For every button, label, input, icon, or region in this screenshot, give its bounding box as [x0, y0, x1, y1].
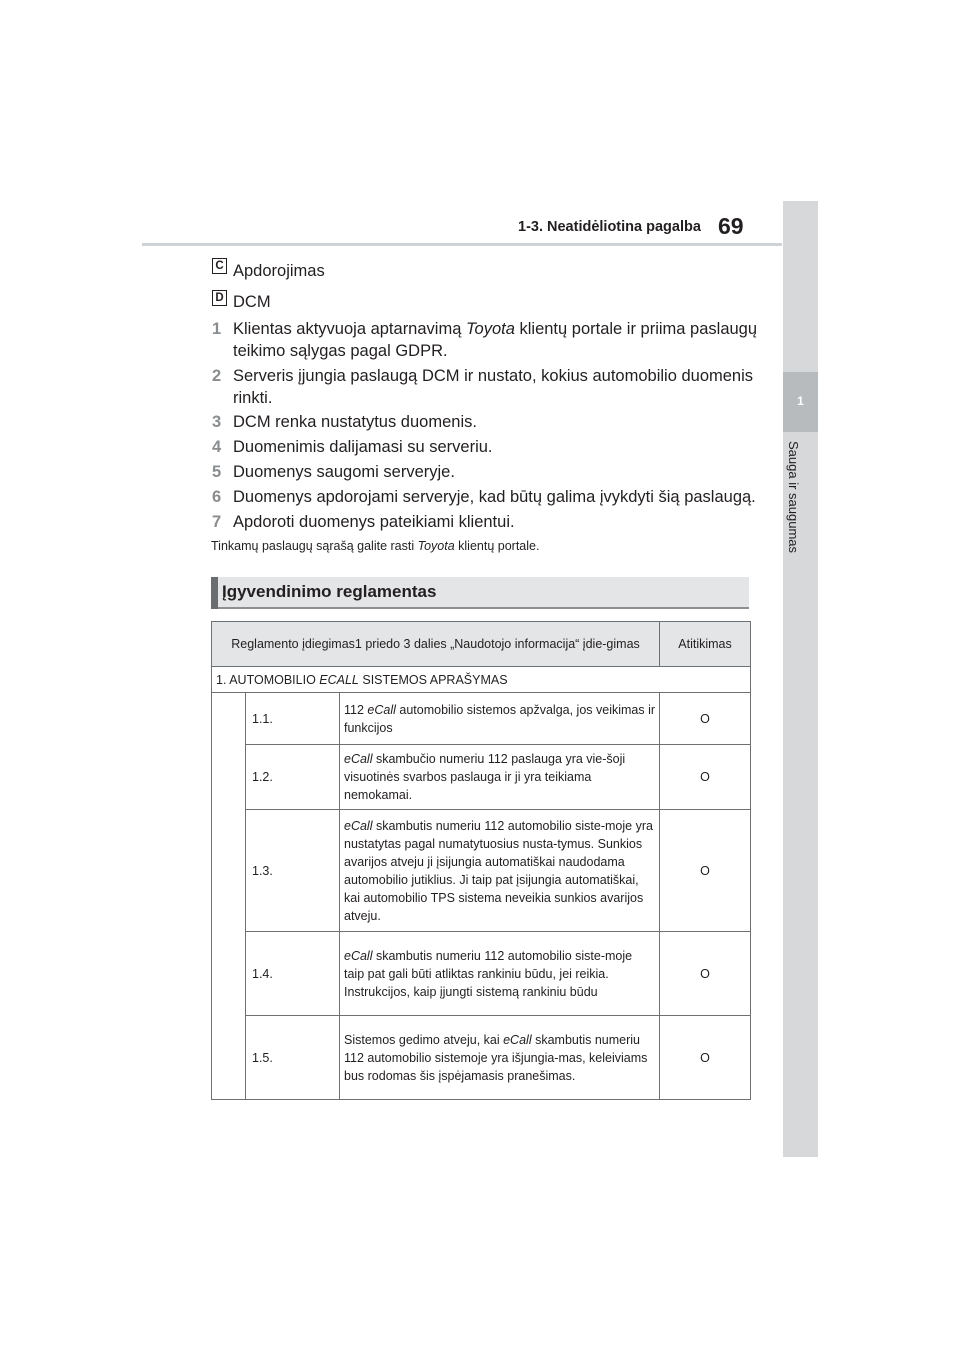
- page-number: 69: [718, 213, 744, 239]
- row-value: O: [660, 810, 751, 932]
- row-value: O: [660, 1016, 751, 1100]
- portal-note: Tinkamų paslaugų sąrašą galite rasti Toyota klientų portale.: [211, 539, 540, 553]
- row-text: eCall skambučio numeriu 112 paslauga yra vie-šoji visuotinės svarbos paslauga ir ji yra teikiama nemokamai.: [340, 745, 660, 810]
- side-tab: [783, 201, 818, 1157]
- step-text: Duomenimis dalijamasi su serveriu.: [233, 438, 493, 456]
- step-text-cont: teikimo sąlygas pagal GDPR.: [233, 342, 448, 360]
- row-number: 1.5.: [246, 1016, 340, 1100]
- step-text: Duomenys apdorojami serveryje, kad būtų galima įvykdyti šią paslaugą.: [233, 488, 756, 506]
- brand-name: Toyota: [465, 320, 515, 338]
- step-text-cont: rinkti.: [233, 389, 273, 407]
- row-number: 1.1.: [246, 693, 340, 745]
- step-text: Klientas aktyvuoja aptarnavimą Toyota klientų portale ir priima paslaugų: [233, 320, 758, 338]
- row-number: 1.3.: [246, 810, 340, 932]
- chapter-number: 1: [797, 394, 804, 408]
- row-text: eCall skambutis numeriu 112 automobilio siste-moje taip pat gali būti atliktas rankiniu būdu, jei reikia. Instrukcijos, kaip įjungti sistemą rankiniu būdu: [340, 932, 660, 1016]
- row-text: eCall skambutis numeriu 112 automobilio siste-moje yra nustatytas pagal numatytuosius nusta-tymus. Sunkios avarijos atveju ji įsijungia automatiškai naudodama automobilio jutiklius. Ji taip pat įsijungia automatiškai, kai automobilio TPS sistema neveikia sunkios avarijos atveju.: [340, 810, 660, 932]
- step-number: 4: [212, 438, 222, 456]
- row-number: 1.2.: [246, 745, 340, 810]
- step-number: 6: [212, 488, 222, 506]
- callout-box-c: C: [212, 258, 227, 274]
- table-row: [212, 810, 751, 932]
- section-row-label: 1. AUTOMOBILIO ECALL SISTEMOS APRAŠYMAS: [212, 667, 751, 693]
- step-text: Apdoroti duomenys pateikiami klientui.: [233, 513, 515, 531]
- row-value: O: [660, 693, 751, 745]
- row-value: O: [660, 745, 751, 810]
- step-number: 2: [212, 367, 222, 385]
- step-text: DCM renka nustatytus duomenis.: [233, 413, 477, 431]
- table-header-row: [212, 622, 751, 667]
- table-row: [212, 1016, 751, 1100]
- step-number: 5: [212, 463, 222, 481]
- header-rule: [142, 243, 782, 246]
- step-number: 1: [212, 320, 222, 338]
- section-header: 1-3. Neatidėliotina pagalba: [518, 219, 701, 235]
- indent-cell: [212, 693, 246, 1100]
- step-number: 3: [212, 413, 222, 431]
- step-number: 7: [212, 513, 222, 531]
- callout-text-d: DCM: [233, 293, 271, 311]
- row-text: 112 eCall automobilio sistemos apžvalga, jos veikimas ir funkcijos: [340, 693, 660, 745]
- column-header-compliance: Atitikimas: [660, 622, 751, 667]
- table-row: [212, 932, 751, 1016]
- row-text: Sistemos gedimo atveju, kai eCall skambutis numeriu 112 automobilio sistemoje yra išjungia-mas, keleiviams bus rodomas šis įspėjamasis pranešimas.: [340, 1016, 660, 1100]
- column-header-requirement: Reglamento įdiegimas1 priedo 3 dalies „Naudotojo informacija“ įdie-gimas: [212, 622, 660, 667]
- step-text: Serveris įjungia paslaugą DCM ir nustato, kokius automobilio duomenis: [233, 367, 754, 385]
- table-row: [212, 693, 751, 745]
- section-heading-accent: [211, 577, 218, 609]
- row-number: 1.4.: [246, 932, 340, 1016]
- chapter-label: Sauga ir saugumas: [786, 441, 801, 554]
- table-row: [212, 745, 751, 810]
- callout-box-d: D: [212, 290, 227, 306]
- row-value: O: [660, 932, 751, 1016]
- table-section-row: [212, 667, 751, 693]
- section-title: Įgyvendinimo reglamentas: [222, 582, 437, 601]
- regulation-table: [211, 621, 751, 1100]
- callout-text-c: Apdorojimas: [233, 262, 325, 280]
- step-text: Duomenys saugomi serveryje.: [233, 463, 455, 481]
